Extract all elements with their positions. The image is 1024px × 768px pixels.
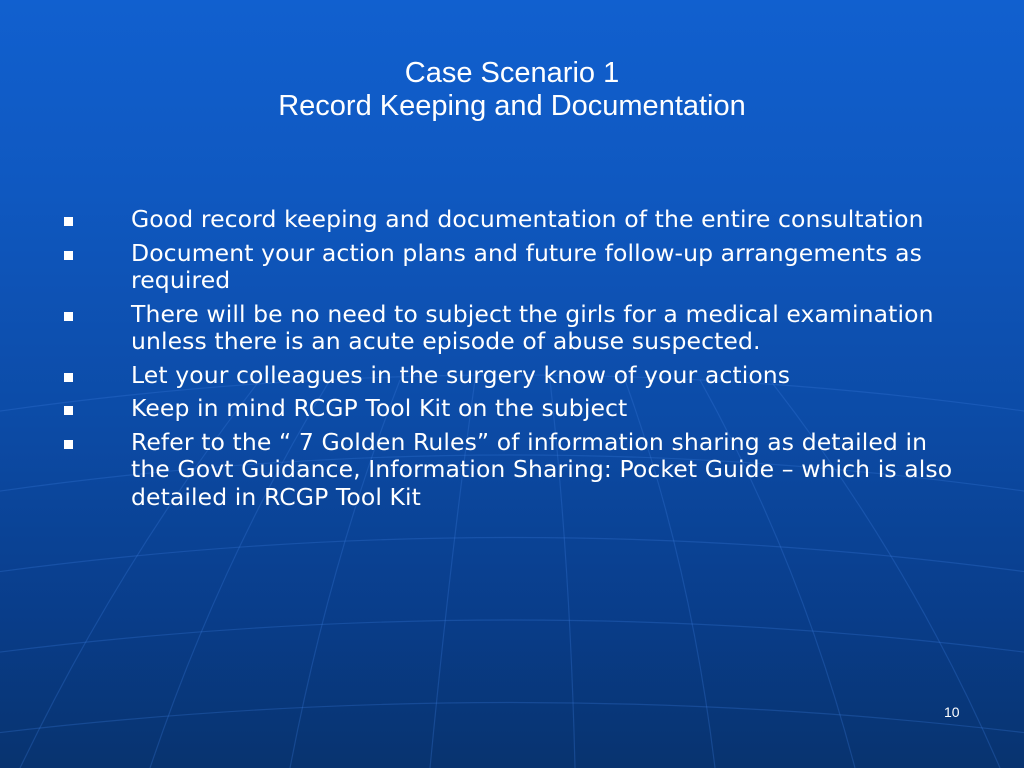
- bullet-item: [0, 206, 1024, 234]
- slide-title: [0, 57, 1024, 123]
- bullet-list: [0, 206, 1024, 517]
- square-bullet-icon: [64, 312, 73, 321]
- bullet-text: Refer to the “ 7 Golden Rules” of information sharing as detailed in the Govt Guidance, Information Sharing: Pocket Guide – which is also detailed in RCGP Tool Kit: [131, 427, 953, 511]
- bullet-text: Keep in mind RCGP Tool Kit on the subject: [131, 394, 628, 422]
- bullet-text: Document your action plans and future follow-up arrangements as required: [131, 238, 922, 294]
- square-bullet-icon: [64, 251, 73, 260]
- bullet-text: Good record keeping and documentation of the entire consultation: [131, 205, 924, 233]
- square-bullet-icon: [64, 406, 73, 415]
- bullet-item: [0, 301, 1024, 356]
- bullet-item: [0, 395, 1024, 423]
- square-bullet-icon: [64, 373, 73, 382]
- bullet-item: [0, 362, 1024, 390]
- bullet-text: Let your colleagues in the surgery know of your actions: [131, 360, 791, 389]
- page-number: 10: [944, 704, 960, 720]
- bullet-item: [0, 429, 1024, 512]
- square-bullet-icon: [64, 217, 73, 226]
- title-line-2: Record Keeping and Documentation: [278, 90, 746, 122]
- square-bullet-icon: [64, 440, 73, 449]
- bullet-item: [0, 240, 1024, 295]
- title-line-1: Case Scenario 1: [404, 57, 620, 89]
- bullet-text: There will be no need to subject the girls for a medical examination unless there is an acute episode of abuse suspected.: [131, 299, 934, 355]
